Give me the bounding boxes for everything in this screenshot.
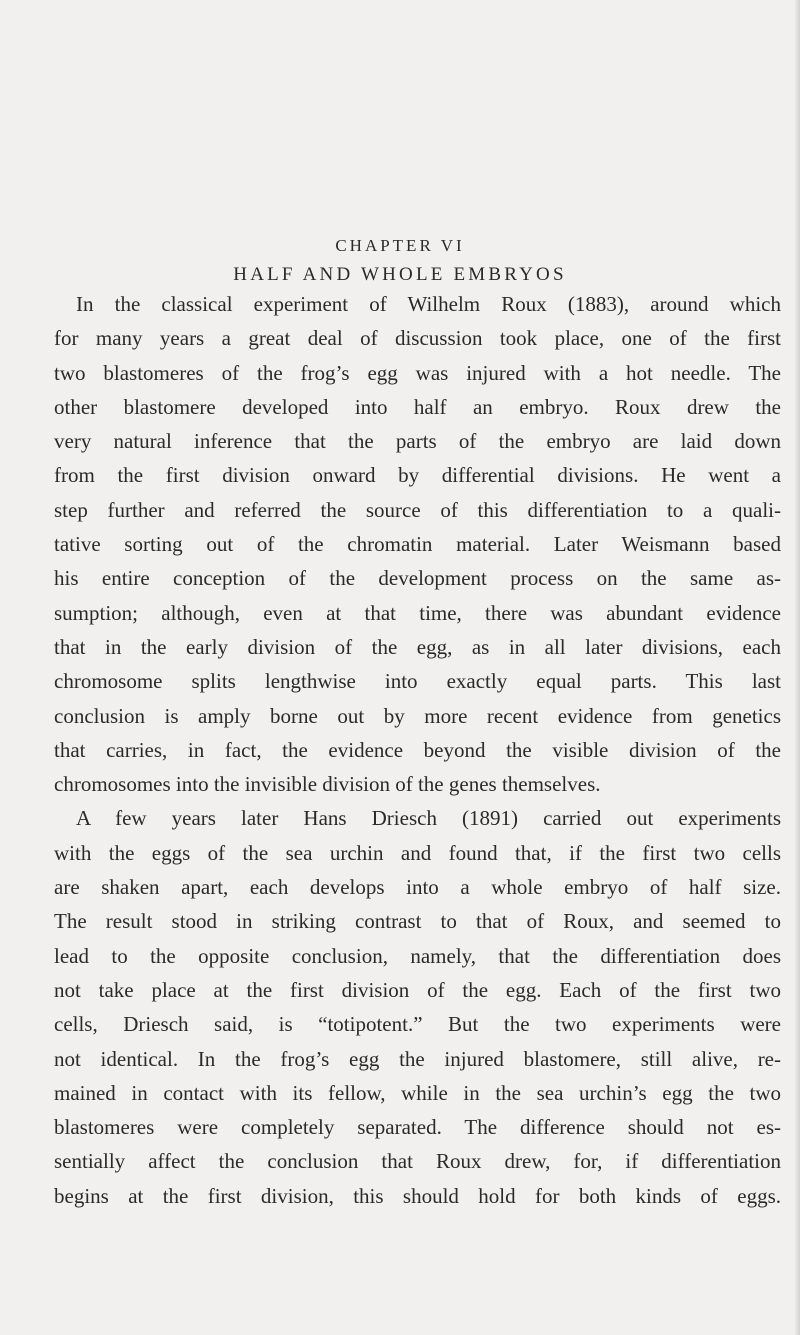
text-line: step further and referred the source of this differentiation to a quali- [54, 497, 781, 522]
text-line: are shaken apart, each develops into a whole embryo of half size. [54, 875, 781, 900]
text-line: cells, Driesch said, is “totipotent.” But the two experiments were [54, 1012, 781, 1037]
text-line: sentially affect the conclusion that Roux drew, for, if differentiation [54, 1149, 781, 1174]
text-line: that carries, in fact, the evidence beyond the visible division of the [54, 737, 781, 762]
text-line: other blastomere developed into half an embryo. Roux drew the [54, 394, 781, 419]
text-line: that in the early division of the egg, as in all later divisions, each [54, 634, 781, 659]
text-line: for many years a great deal of discussion took place, one of the first [54, 326, 781, 351]
text-line: lead to the opposite conclusion, namely, that the differentiation does [54, 943, 781, 968]
text-line: not identical. In the frog’s egg the injured blastomere, still alive, re- [54, 1046, 781, 1071]
text-line: from the first division onward by differential divisions. He went a [54, 463, 781, 488]
chapter-number: CHAPTER VI [335, 236, 465, 255]
paragraph-1 [54, 287, 781, 801]
text-line: In the classical experiment of Wilhelm Roux (1883), around which [76, 292, 781, 316]
text-line: conclusion is amply borne out by more recent evidence from genetics [54, 703, 781, 728]
text-line: his entire conception of the development process on the same as- [54, 566, 781, 591]
text-line: chromosomes into the invisible division of the genes themselves. [54, 772, 601, 797]
text-line: mained in contact with its fellow, while in the sea urchin’s egg the two [54, 1080, 781, 1105]
text-line: very natural inference that the parts of the embryo are laid down [54, 429, 781, 454]
paragraph-2 [54, 801, 781, 1213]
text-line: blastomeres were completely separated. The difference should not es- [54, 1115, 781, 1140]
text-line: begins at the first division, this should hold for both kinds of eggs. [54, 1183, 781, 1208]
text-line: not take place at the first division of the egg. Each of the first two [54, 977, 781, 1002]
text-line: with the eggs of the sea urchin and found that, if the first two cells [54, 840, 781, 865]
page-edge-shadow [794, 0, 800, 1335]
text-line: chromosome splits lengthwise into exactly equal parts. This last [54, 669, 781, 694]
text-line: The result stood in striking contrast to that of Roux, and seemed to [54, 909, 781, 934]
text-line: two blastomeres of the frog’s egg was injured with a hot needle. The [54, 360, 781, 385]
text-line: sumption; although, even at that time, there was abundant evidence [54, 600, 781, 625]
text-line: tative sorting out of the chromatin material. Later Weismann based [54, 532, 781, 557]
text-line: A few years later Hans Driesch (1891) carried out experiments [76, 806, 781, 831]
body-text [54, 287, 781, 1213]
chapter-title: HALF AND WHOLE EMBRYOS [233, 264, 567, 285]
